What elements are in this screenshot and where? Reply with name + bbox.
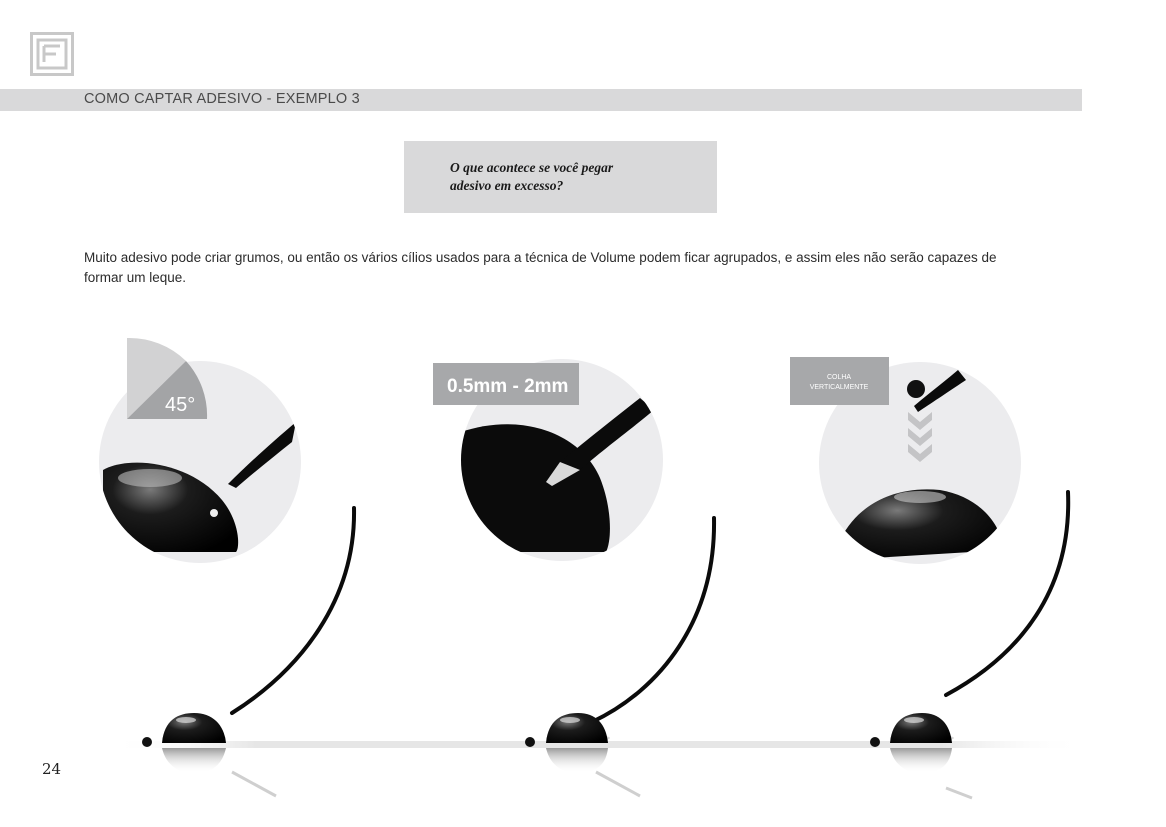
illustration-distance	[433, 359, 714, 796]
glue-dot-2	[525, 737, 535, 747]
illustration-scoop	[790, 357, 1068, 798]
illustration-angle	[99, 338, 354, 796]
glue-dot-3	[870, 737, 880, 747]
small-glue-drop-1	[162, 713, 226, 743]
question-line-1: O que acontece se você pegar	[450, 160, 614, 175]
scoop-label-line-1: COLHA	[826, 374, 852, 381]
glue-bead-3	[907, 380, 925, 398]
glue-dot-1	[142, 737, 152, 747]
distance-label: 0.5mm - 2mm	[447, 376, 569, 397]
body-paragraph: Muito adesivo pode criar grumos, ou então os vários cílios usados para a técnica de Volume podem ficar agrupados, e assim eles não serão capazes de formar um leque.	[84, 250, 997, 285]
page-title: COMO CAPTAR ADESIVO - EXEMPLO 3	[84, 91, 360, 107]
angle-label: 45°	[165, 394, 196, 416]
scoop-label-box	[790, 357, 889, 405]
small-glue-drop-3	[890, 713, 952, 743]
question-line-2: adesivo em excesso?	[450, 178, 564, 193]
page-number: 24	[42, 760, 62, 778]
scoop-label-line-2: VERTICALMENTE	[809, 384, 869, 391]
